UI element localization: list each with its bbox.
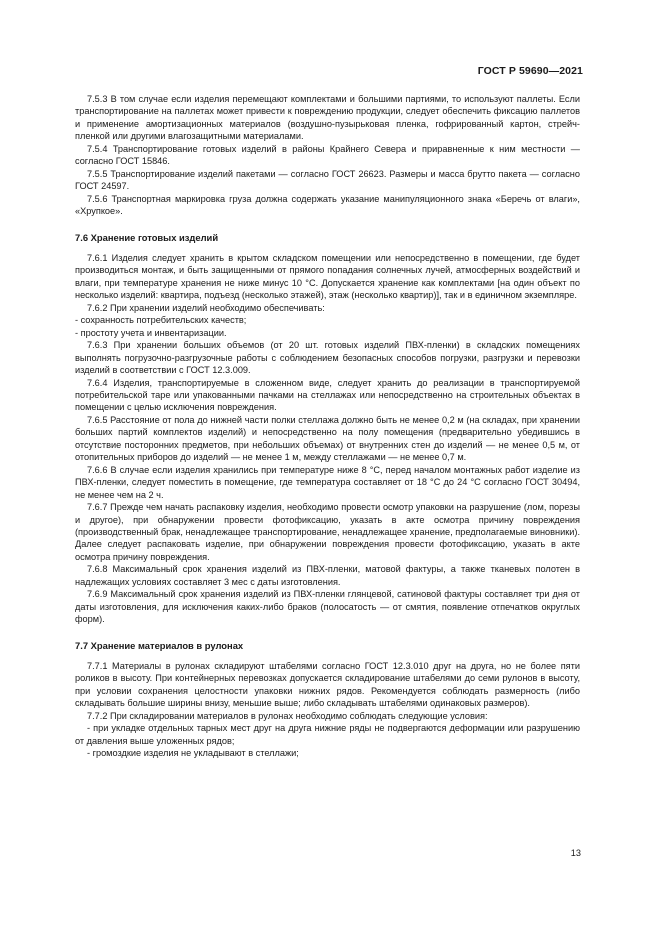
standard-header: ГОСТ Р 59690—2021	[477, 65, 583, 77]
paragraph-7-5-3: 7.5.3 В том случае если изделия перемещают комплектами и большими партиями, то используют паллеты. Если транспортирование на паллетах может привести к повреждению продукции, следует обеспечить фиксацию паллетов и применение амортизационных материалов (воздушно-пузырьковая пленка, гофрированный картон, стрейч-пленкой или другими влагозащитными материалами.	[75, 94, 580, 142]
page-number: 13	[570, 848, 581, 858]
paragraph-7-6-9: 7.6.9 Максимальный срок хранения изделий из ПВХ-пленки глянцевой, сатиновой фактуры составляет три дня от даты изготовления, для исключения каких-либо браков (полосатость — от смятия, появление отпечатков округлых форм).	[75, 589, 580, 625]
section-heading-7-7: 7.7 Хранение материалов в рулонах	[75, 639, 244, 651]
paragraph-7-6-3: 7.6.3 При хранении больших объемов (от 20 шт. готовых изделий ПВХ-пленки) в складских помещениях выполнять погрузочно-разгрузочные работы с соблюдением безопасных способов погрузки, разгрузки и перевозки изделий в соответствии с ГОСТ 12.3.009.	[75, 340, 580, 376]
paragraph-7-6-7: 7.6.7 Прежде чем начать распаковку изделия, необходимо провести осмотр упаковки на разрушение (лом, порезы и другое), при обнаружении провести фотофиксацию, указать в акте осмотра причину повреждения (производственный брак, ненадлежащее транспортирование, ненадлежащее хранение, предполагаемые виновники). Далее следует распаковать изделие, при обнаружении повреждения провести фотофиксацию, указать в акте осмотра причину повреждения.	[75, 502, 580, 562]
document-body	[75, 93, 580, 760]
section-heading-7-6: 7.6 Хранение готовых изделий	[75, 231, 219, 243]
paragraph-7-5-6: 7.5.6 Транспортная маркировка груза должна содержать указание манипуляционного знака «Беречь от влаги», «Хрупкое».	[75, 193, 580, 217]
paragraph-7-6-4: 7.6.4 Изделия, транспортируемые в сложенном виде, следует хранить до реализации в транспортируемой потребительской таре или упакованными пачками на стеллажах или непосредственно на строительных объектах в помещении с целью исключения повреждения.	[75, 377, 580, 413]
paragraph-7-6-6: 7.6.6 В случае если изделия хранились при температуре ниже 8 °С, перед началом монтажных работ изделие из ПВХ-пленки, следует поместить в помещение, где температура составляет от 18 °С до 24 °С согласно ГОСТ 30494, не менее чем на 2 ч.	[75, 464, 580, 500]
paragraph-7-7-1: 7.7.1 Материалы в рулонах складируют штабелями согласно ГОСТ 12.3.010 друг на друга, но не более пяти роликов в высоту. При контейнерных перевозках допускается складирование штабелями до семи рулонов в высоту, при условии сохранения целостности упаковки нижних рядов. Рекомендуется соблюдать размерность (либо складывать большие ширины внизу, меньшие выше; либо складывать штабелями одинаковых размеров).	[75, 661, 580, 709]
paragraph-7-6-8: 7.6.8 Максимальный срок хранения изделий из ПВХ-пленки, матовой фактуры, а также тканевых полотен в надлежащих условиях составляет 3 мес с даты изготовления.	[75, 564, 580, 587]
paragraph-7-6-2: 7.6.2 При хранении изделий необходимо обеспечивать:	[87, 302, 325, 313]
list-item: - громоздкие изделия не укладывают в стеллажи;	[87, 748, 299, 759]
paragraph-7-6-5: 7.6.5 Расстояние от пола до нижней части полки стеллажа должно быть не менее 0,2 м (на складах, при хранении больших партий комплектов изделий) и непосредственно на полу помещения (предварительно убедившись в отсутствие посторонних предметов, при небольших объемах) от внутренних стен до изделий — не менее 0,5 м, от отопительных приборов до изделий — не менее 1 м, между стеллажами — не менее 0,7 м.	[75, 414, 580, 463]
list-item: - сохранность потребительских качеств;	[75, 315, 247, 326]
list-item: - простоту учета и инвентаризации.	[75, 327, 227, 338]
list-item: - при укладке отдельных тарных мест друг на друга нижние ряды не подвергаются деформации или разрушению от давления выше уложенных рядов;	[75, 723, 580, 746]
paragraph-7-6-1: 7.6.1 Изделия следует хранить в крытом складском помещении или непосредственно в помещении, где будет производиться монтаж, и быть защищенными от прямого попадания солнечных лучей, атмосферных воздействий и влаги, при температуре хранения не ниже минус 10 °С. Допускается хранение как комплектами [на один объект по несколько изделий: квартира, подъезд (несколько этажей), этаж (несколько квартир)], так и в единичном экземпляре.	[75, 252, 580, 301]
paragraph-7-7-2: 7.7.2 При складировании материалов в рулонах необходимо соблюдать следующие условия:	[87, 710, 488, 721]
paragraph-7-5-5: 7.5.5 Транспортирование изделий пакетами — согласно ГОСТ 26623. Размеры и масса брутто пакета — согласно ГОСТ 24597.	[75, 168, 580, 192]
paragraph-7-5-4: 7.5.4 Транспортирование готовых изделий в районы Крайнего Севера и приравненные к ним местности — согласно ГОСТ 15846.	[75, 143, 580, 167]
